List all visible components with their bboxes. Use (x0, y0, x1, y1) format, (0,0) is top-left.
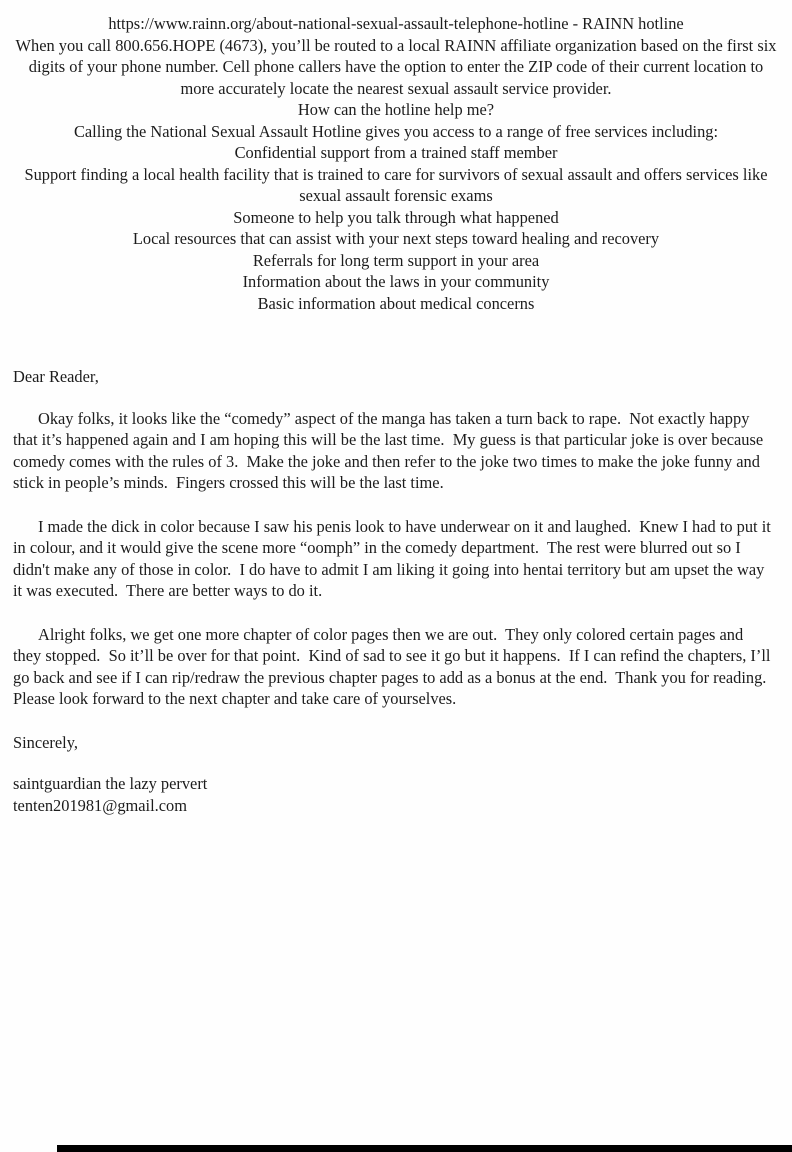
letter-paragraph: I made the dick in color because I saw his penis look to have underwear on it and laughed. Knew I had to put it in colour, and it would give the scene more “oomph” in the comedy department. The rest were blurred out so I didn't make any of those in color. I do have to admit I am liking it going into hentai territory but am upset the way it was executed. There are better ways to do it. (13, 516, 775, 600)
letter-closing: Sincerely, (13, 732, 78, 752)
hotline-service-item: Confidential support from a trained staff member (234, 143, 558, 162)
letter-paragraph: Alright folks, we get one more chapter of color pages then we are out. They only colored certain pages and they stopped. So it’ll be over for that point. Kind of sad to see it go but it happens. If I can refind the chapters, I’ll go back and see if I can rip/redraw the previous chapter pages to add as a bonus at the end. Thank you for reading. Please look forward to the next chapter and take care of yourselves. (13, 624, 775, 708)
hotline-question: How can the hotline help me? (297, 100, 495, 119)
letter-salutation: Dear Reader, (13, 367, 99, 386)
hotline-service-item: Support finding a local health facility that is trained to care for survivors of sexual assault and offers services like sexual assault forensic exams (24, 164, 768, 205)
signature-email: tenten201981@gmail.com (13, 795, 187, 815)
hotline-service-item: Information about the laws in your community (242, 272, 550, 291)
hotline-service-item: Basic information about medical concerns (257, 293, 535, 313)
hotline-source-line: https://www.rainn.org/about-national-sexual-assault-telephone-hotline - RAINN hotline (108, 14, 684, 33)
letter-paragraph: Okay folks, it looks like the “comedy” aspect of the manga has taken a turn back to rape. Not exactly happy that it’s happened again and I am hoping this will be the last time. My guess is that particular joke is over because comedy comes with the rules of 3. Make the joke and then refer to the joke two times to make the joke funny and stick in people’s minds. Fingers crossed this will be the last time. (13, 408, 768, 492)
signature-block (13, 773, 772, 816)
hotline-service-item: Local resources that can assist with your next steps toward healing and recovery (132, 229, 660, 248)
hotline-service-item: Someone to help you talk through what happened (233, 207, 559, 227)
hotline-info-block (0, 0, 792, 314)
scan-artifact-bar (57, 1145, 792, 1152)
hotline-intro-paragraph: When you call 800.656.HOPE (4673), you’ll be routed to a local RAINN affiliate organization based on the first six digits of your phone number. Cell phone callers have the option to enter the ZIP code of their current location to more accurately locate the nearest sexual assault service provider. (15, 35, 777, 98)
hotline-service-item: Referrals for long term support in your area (252, 250, 540, 270)
reader-letter (0, 366, 792, 816)
signature-name: saintguardian the lazy pervert (13, 774, 208, 793)
hotline-services-intro: Calling the National Sexual Assault Hotline gives you access to a range of free services including: (73, 121, 719, 141)
